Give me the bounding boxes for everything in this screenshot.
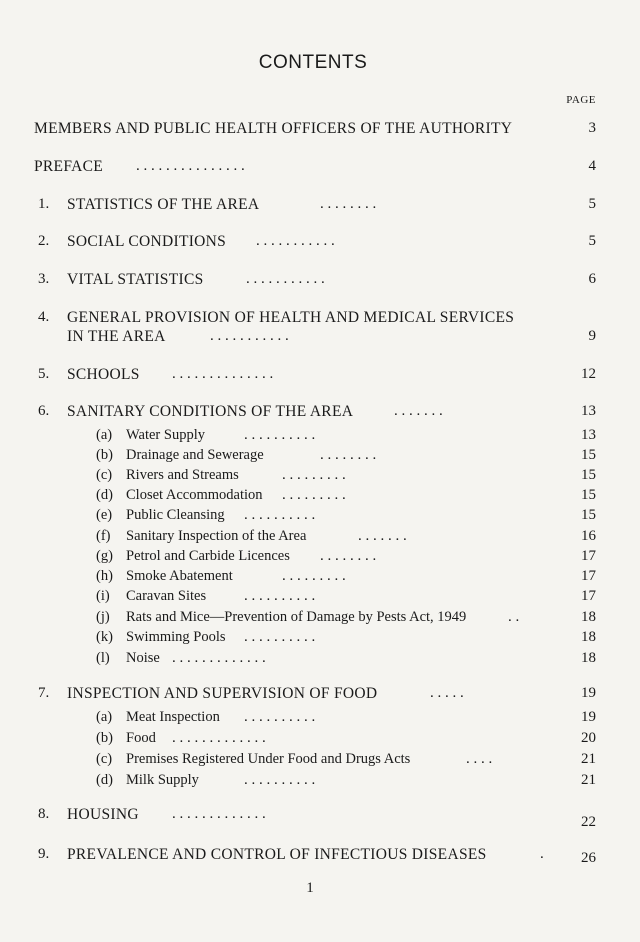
toc-entry-number: 4. <box>38 309 50 325</box>
toc-entry-label: Caravan Sites <box>126 588 207 604</box>
toc-entry-leader-dots: . . . . . . . <box>358 528 407 544</box>
toc-entry-label: Swimming Pools <box>126 629 226 645</box>
toc-entry-page: 22 <box>581 814 596 830</box>
toc-subentry-petrol[interactable] <box>0 548 640 568</box>
toc-subentry-food[interactable] <box>0 730 640 750</box>
toc-entry-leader-dots: . . . . . . . . . . . . . . <box>172 366 274 382</box>
toc-entry-page: 17 <box>581 548 596 564</box>
toc-entry-leader-dots: . . <box>508 609 520 625</box>
toc-entry-preface[interactable] <box>0 158 640 178</box>
toc-entry-leader-dots: . . . . . . . . . . . <box>210 328 289 344</box>
toc-entry-letter: (a) <box>96 427 113 443</box>
toc-entry-label: Noise <box>126 650 160 666</box>
toc-subentry-caravan[interactable] <box>0 588 640 608</box>
toc-entry-label: Milk Supply <box>126 772 199 788</box>
toc-subentry-closet[interactable] <box>0 487 640 507</box>
toc-entry-label: Premises Registered Under Food and Drugs Acts <box>126 751 411 767</box>
toc-entry-label: GENERAL PROVISION OF HEALTH AND MEDICAL SERVICES <box>67 309 515 326</box>
page-number: 1 <box>306 880 314 896</box>
toc-entry-leader-dots: . . . . . . . . . . <box>244 507 316 523</box>
toc-entry-label: Food <box>126 730 156 746</box>
toc-entry-label: Rats and Mice—Prevention of Damage by Pests Act, 1949 <box>126 609 467 625</box>
toc-entry-label: INSPECTION AND SUPERVISION OF FOOD <box>67 685 378 702</box>
toc-entry-general-provision[interactable] <box>0 309 640 329</box>
contents-title: CONTENTS <box>258 52 368 73</box>
toc-entry-leader-dots: . . . . . . . . . . . . . <box>172 806 266 822</box>
toc-entry-letter: (f) <box>96 528 111 544</box>
toc-entry-page: 13 <box>581 427 596 443</box>
toc-entry-label: Drainage and Sewerage <box>126 447 264 463</box>
toc-entry-page: 16 <box>581 528 596 544</box>
toc-entry-label: MEMBERS AND PUBLIC HEALTH OFFICERS OF THE AUTHORITY <box>34 120 513 137</box>
toc-entry-page: 5 <box>588 233 596 249</box>
toc-entry-leader-dots: . . . . . . . <box>394 403 443 419</box>
toc-entry-letter: (e) <box>96 507 113 523</box>
toc-entry-page: 15 <box>581 447 596 463</box>
toc-subentry-milk[interactable] <box>0 772 640 792</box>
toc-entry-leader-dots: . . . . . . . . . . <box>244 772 316 788</box>
toc-entry-leader-dots: . . . . . . . . . <box>282 568 346 584</box>
toc-entry-number: 3. <box>38 271 50 287</box>
toc-entry-page: 21 <box>581 772 596 788</box>
toc-entry-leader-dots: . . . . . . . . . . <box>244 427 316 443</box>
toc-entry-page: 20 <box>581 730 596 746</box>
toc-subentry-rats-mice[interactable] <box>0 609 640 629</box>
toc-entry-label: Meat Inspection <box>126 709 220 725</box>
toc-entry-letter: (j) <box>96 609 110 625</box>
toc-entry-letter: (b) <box>96 447 113 463</box>
toc-entry-leader-dots: . . . . . . . . . . . . . . . <box>136 158 245 174</box>
toc-entry-leader-dots: . . . . . . . . . . . . . <box>172 650 266 666</box>
toc-entry-page: 26 <box>581 850 596 866</box>
page-column-header: PAGE <box>566 94 596 106</box>
toc-entry-members[interactable] <box>0 120 640 140</box>
toc-entry-label: SOCIAL CONDITIONS <box>67 233 227 250</box>
toc-subentry-sanitary-inspection[interactable] <box>0 528 640 548</box>
toc-entry-social-conditions[interactable] <box>0 233 640 253</box>
toc-entry-page: 15 <box>581 507 596 523</box>
toc-entry-housing[interactable] <box>0 806 640 830</box>
toc-entry-leader-dots: . . . . . . . . . <box>282 467 346 483</box>
toc-entry-letter: (h) <box>96 568 113 584</box>
toc-entry-label: Public Cleansing <box>126 507 225 523</box>
toc-entry-number: 9. <box>38 846 50 862</box>
toc-entry-label: SCHOOLS <box>67 366 140 383</box>
toc-entry-leader-dots: . . . . . . . . <box>320 196 377 212</box>
toc-entry-number: 6. <box>38 403 50 419</box>
toc-entry-letter: (a) <box>96 709 113 725</box>
toc-entry-page: 5 <box>588 196 596 212</box>
toc-entry-infectious-diseases[interactable] <box>0 846 640 866</box>
toc-entry-leader-dots: . . . . . . . . . . <box>244 588 316 604</box>
toc-entry-label: Closet Accommodation <box>126 487 263 503</box>
toc-entry-leader-dots: . . . . . . . . . . . <box>256 233 335 249</box>
toc-entry-letter: (d) <box>96 772 113 788</box>
toc-entry-page: 6 <box>588 271 596 287</box>
toc-entry-leader-dots: . . . . . . . . <box>320 548 377 564</box>
toc-entry-page: 21 <box>581 751 596 767</box>
toc-subentry-water-supply[interactable] <box>0 427 640 447</box>
toc-entry-page: 17 <box>581 568 596 584</box>
toc-entry-number: 7. <box>38 685 50 701</box>
toc-entry-page: 19 <box>581 709 596 725</box>
toc-entry-letter: (k) <box>96 629 113 645</box>
toc-entry-label: VITAL STATISTICS <box>67 271 204 288</box>
toc-subentry-cleansing[interactable] <box>0 507 640 527</box>
toc-entry-letter: (c) <box>96 751 113 767</box>
toc-subentry-drainage[interactable] <box>0 447 640 467</box>
toc-entry-statistics[interactable] <box>0 196 640 216</box>
toc-entry-leader-dots: . . . . . . . . . . <box>244 709 316 725</box>
toc-entry-page: 18 <box>581 609 596 625</box>
toc-entry-letter: (i) <box>96 588 110 604</box>
toc-entry-label: Petrol and Carbide Licences <box>126 548 290 564</box>
toc-entry-letter: (b) <box>96 730 113 746</box>
toc-entry-label: SANITARY CONDITIONS OF THE AREA <box>67 403 354 420</box>
toc-entry-letter: (c) <box>96 467 113 483</box>
toc-entry-page: 15 <box>581 487 596 503</box>
toc-entry-number: 1. <box>38 196 50 212</box>
toc-entry-leader-dots: . . . . . <box>430 685 464 701</box>
toc-entry-page: 19 <box>581 685 596 701</box>
toc-entry-food-inspection[interactable] <box>0 685 640 705</box>
toc-entry-label: Water Supply <box>126 427 205 443</box>
toc-entry-general-provision-continued[interactable] <box>0 328 640 348</box>
toc-entry-label: STATISTICS OF THE AREA <box>67 196 260 213</box>
toc-entry-label: HOUSING <box>67 806 139 823</box>
toc-subentry-premises[interactable] <box>0 751 640 771</box>
toc-entry-label: IN THE AREA <box>67 328 166 345</box>
toc-entry-page: 18 <box>581 650 596 666</box>
toc-subentry-swimming[interactable] <box>0 629 640 649</box>
toc-entry-label: PREFACE <box>34 158 103 175</box>
toc-entry-page: 15 <box>581 467 596 483</box>
toc-entry-page: 12 <box>581 366 596 382</box>
toc-entry-page: 18 <box>581 629 596 645</box>
toc-subentry-noise[interactable] <box>0 650 640 670</box>
toc-entry-number: 5. <box>38 366 50 382</box>
toc-entry-sanitary-conditions[interactable] <box>0 403 640 423</box>
toc-entry-number: 2. <box>38 233 50 249</box>
toc-subentry-meat[interactable] <box>0 709 640 729</box>
toc-entry-label: PREVALENCE AND CONTROL OF INFECTIOUS DISEASES <box>67 846 487 863</box>
toc-entry-leader-dots: . <box>540 846 544 862</box>
toc-entry-page: 3 <box>588 120 596 136</box>
toc-subentry-rivers[interactable] <box>0 467 640 487</box>
toc-entry-letter: (g) <box>96 548 113 564</box>
toc-entry-letter: (d) <box>96 487 113 503</box>
toc-entry-label: Smoke Abatement <box>126 568 233 584</box>
toc-entry-number: 8. <box>38 806 50 822</box>
toc-entry-label: Sanitary Inspection of the Area <box>126 528 307 544</box>
toc-subentry-smoke[interactable] <box>0 568 640 588</box>
toc-entry-letter: (l) <box>96 650 110 666</box>
toc-entry-leader-dots: . . . . . . . . <box>320 447 377 463</box>
toc-entry-page: 13 <box>581 403 596 419</box>
toc-entry-leader-dots: . . . . . . . . . . . <box>246 271 325 287</box>
toc-entry-vital-statistics[interactable] <box>0 271 640 291</box>
toc-entry-schools[interactable] <box>0 366 640 386</box>
toc-entry-page: 17 <box>581 588 596 604</box>
toc-entry-leader-dots: . . . . <box>466 751 493 767</box>
toc-entry-leader-dots: . . . . . . . . . . . . . <box>172 730 266 746</box>
toc-entry-page: 4 <box>588 158 596 174</box>
toc-entry-page: 9 <box>588 328 596 344</box>
toc-entry-label: Rivers and Streams <box>126 467 239 483</box>
toc-entry-leader-dots: . . . . . . . . . . <box>244 629 316 645</box>
toc-entry-leader-dots: . . . . . . . . . <box>282 487 346 503</box>
